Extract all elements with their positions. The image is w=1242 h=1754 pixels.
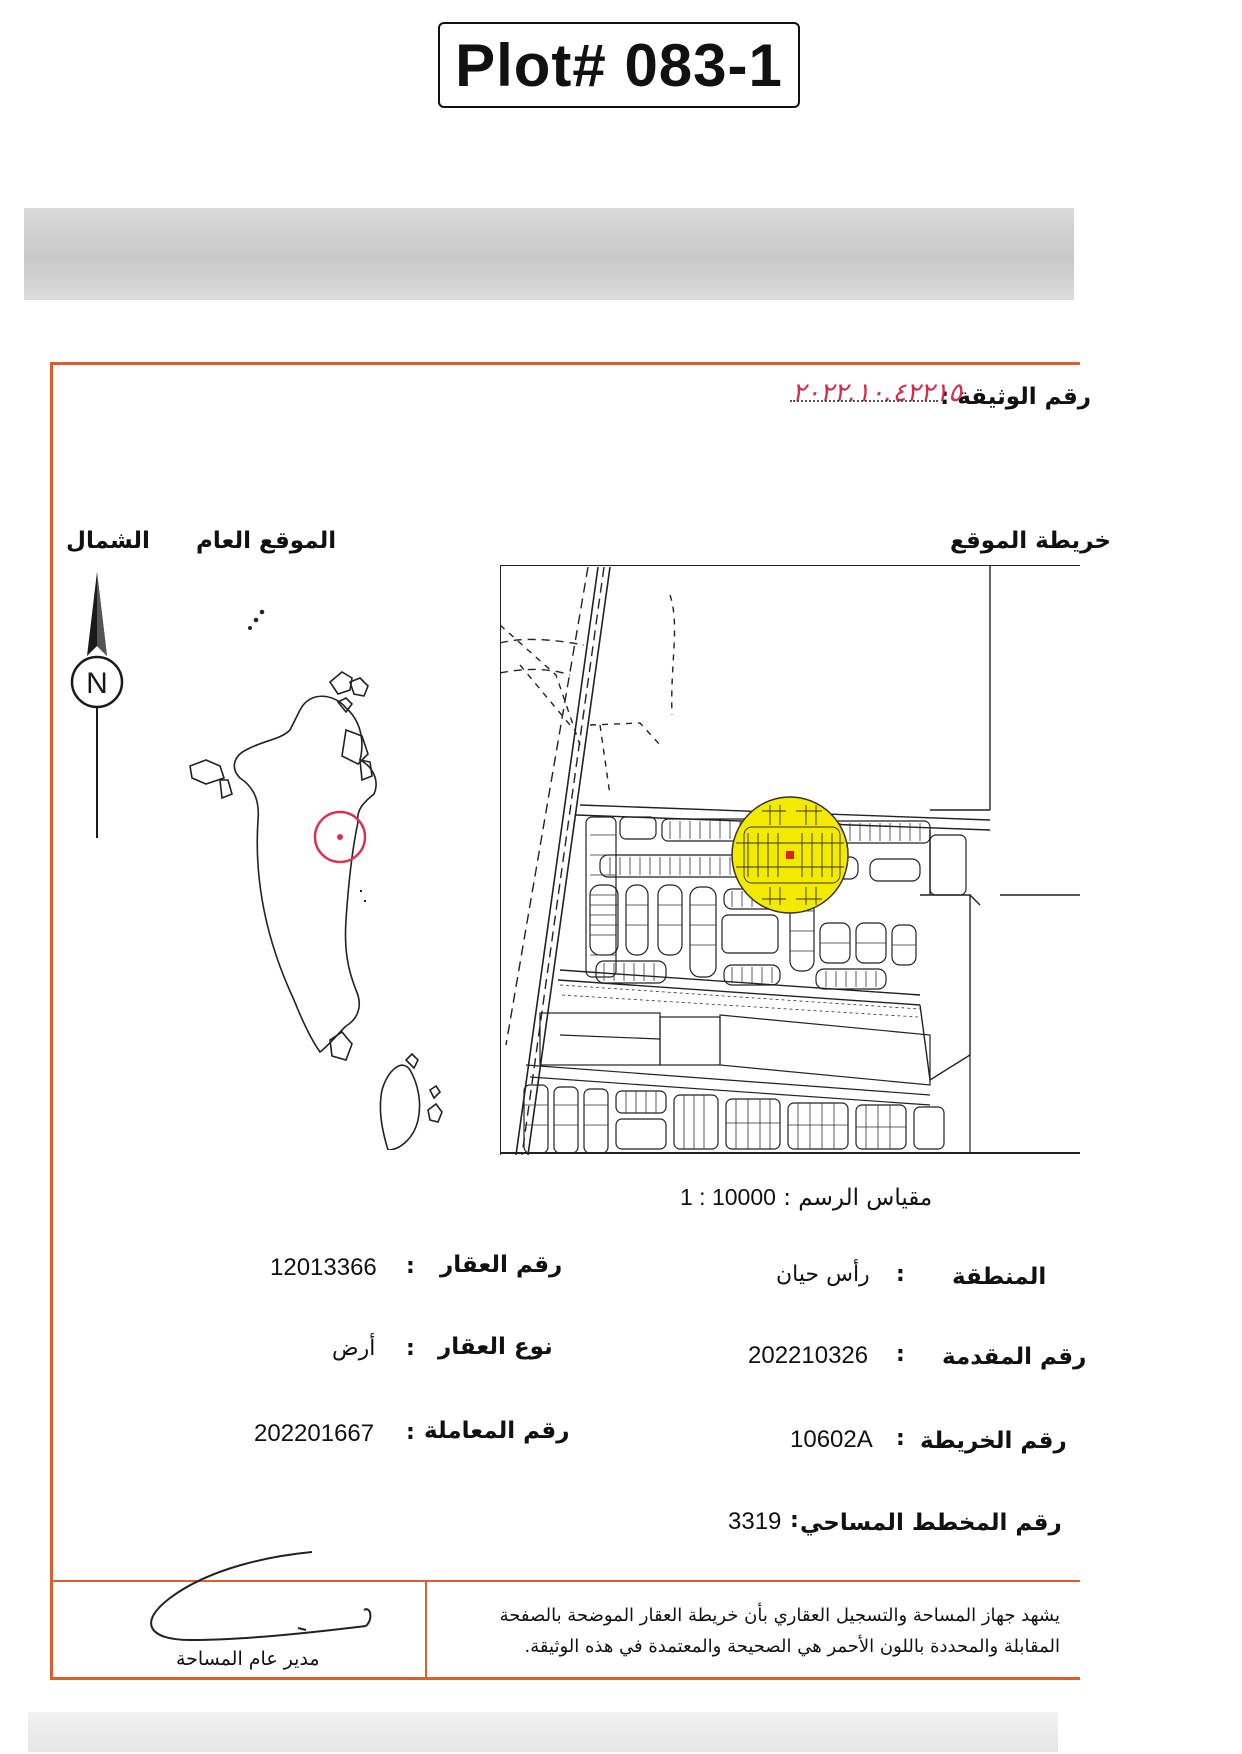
site-map (500, 565, 1080, 1155)
director-signature (130, 1548, 390, 1648)
survey-plan-number-label: رقم المخطط المساحي (800, 1510, 1062, 1536)
map-number-label: رقم الخريطة (920, 1428, 1067, 1454)
property-type-label: نوع العقار (438, 1334, 553, 1360)
scan-shadow-band-bottom (28, 1712, 1058, 1752)
property-type-value: أرض (332, 1336, 376, 1361)
certification-line-1: يشهد جهاز المساحة والتسجيل العقاري بأن خريطة العقار الموضحة بالصفحة (499, 1605, 1060, 1626)
application-number-value: 202210326 (748, 1342, 869, 1369)
certification-text (490, 1600, 1060, 1662)
application-number-colon: : (896, 1342, 905, 1367)
document-number-value: ٢٠٢٢.١٠.٤٢٢١٥ (792, 378, 963, 408)
property-number-colon: : (406, 1254, 415, 1279)
footer-vertical-divider (425, 1580, 427, 1680)
scan-shadow-band (24, 208, 1074, 300)
plot-title: Plot# 083-1 (455, 31, 783, 99)
site-map-label: خريطة الموقع (950, 528, 1112, 554)
transaction-number-value: 202201667 (254, 1420, 375, 1447)
north-letter: N (86, 667, 108, 700)
map-number-value: 10602A (790, 1426, 873, 1453)
scale-line (680, 1184, 932, 1211)
scale-value: 1 : 10000 (680, 1184, 776, 1210)
property-number-value: 12013366 (270, 1254, 377, 1281)
north-arrow-icon (64, 570, 130, 840)
application-number-label: رقم المقدمة (942, 1344, 1087, 1370)
plot-title-box (438, 22, 800, 108)
property-number-label: رقم العقار (440, 1252, 563, 1278)
certification-line-2: المقابلة والمحددة باللون الأحمر هي الصحيحة والمعتمدة في هذه الوثيقة. (524, 1636, 1060, 1657)
document-number-dotted-line (790, 400, 938, 402)
region-value: رأس حيان (776, 1262, 870, 1287)
general-location-map (160, 590, 460, 1150)
general-location-label: الموقع العام (196, 528, 337, 554)
transaction-number-label: رقم المعاملة (424, 1418, 570, 1444)
director-label: مدير عام المساحة (176, 1648, 320, 1670)
transaction-number-colon: : (406, 1420, 415, 1445)
survey-plan-number-value: 3319 (728, 1508, 782, 1535)
survey-plan-number-colon: : (790, 1508, 799, 1533)
map-number-colon: : (896, 1426, 905, 1451)
property-type-colon: : (406, 1336, 415, 1361)
region-colon: : (896, 1262, 905, 1287)
plot-marker (786, 851, 794, 859)
region-label: المنطقة (952, 1264, 1047, 1290)
north-label: الشمال (66, 528, 150, 554)
document-number-label: رقم الوثيقة : (940, 384, 1092, 410)
scale-label: مقياس الرسم : (783, 1185, 933, 1211)
